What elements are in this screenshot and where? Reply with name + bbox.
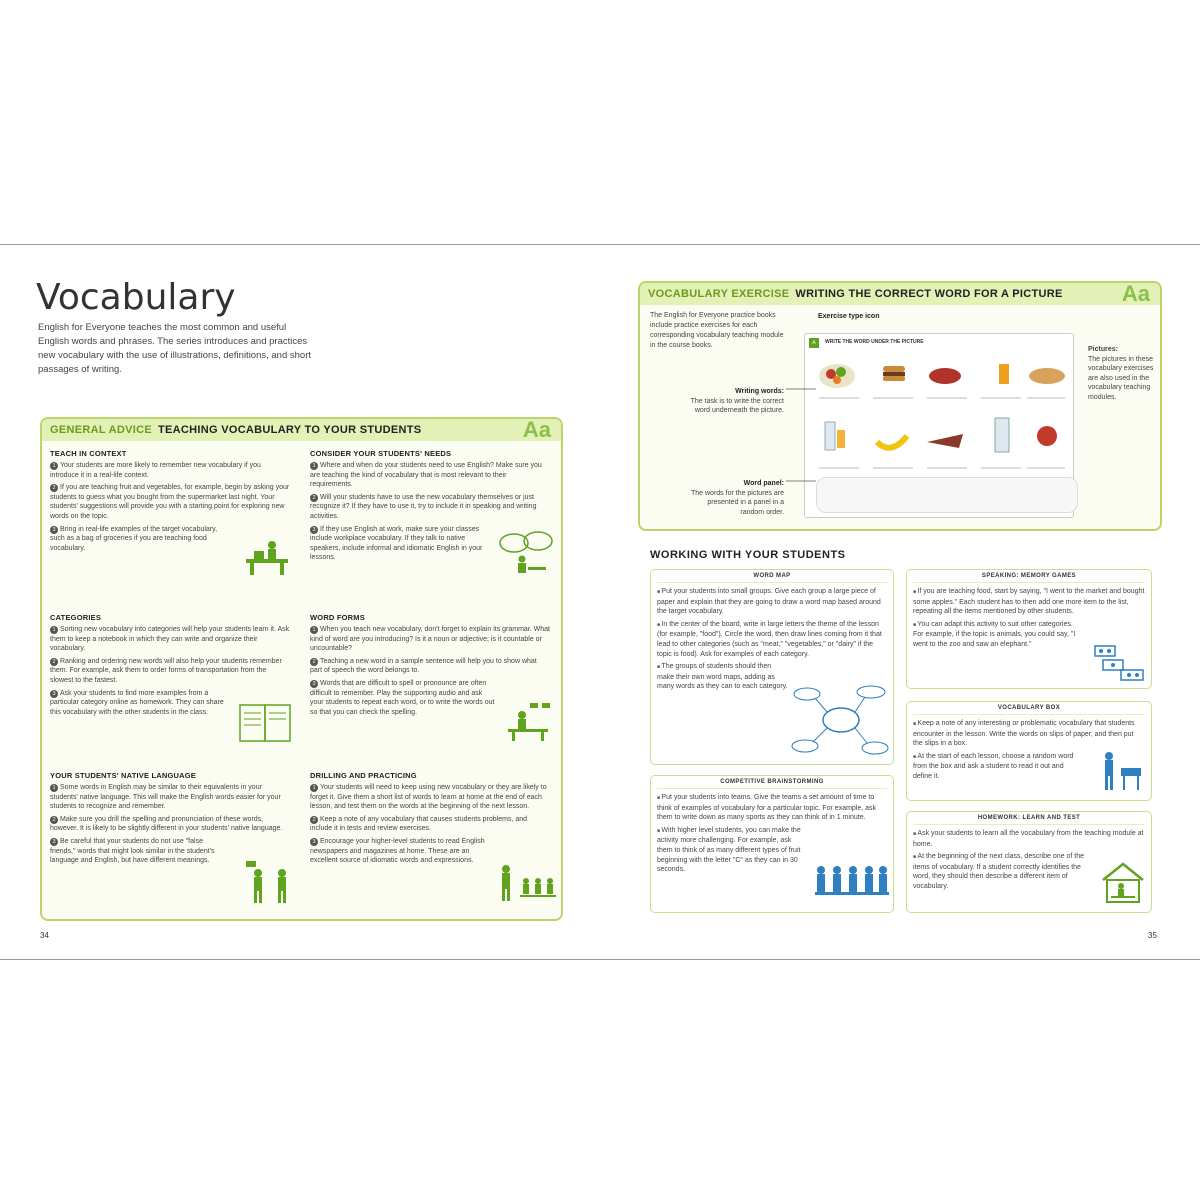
advice-item: 1 Where and when do your students need to use English? Make sure you are teaching the kind of vocabulary that is most relevant to their requirements. xyxy=(310,462,542,489)
vocabulary-exercise-panel xyxy=(638,281,1162,531)
general-advice-panel xyxy=(40,417,563,921)
box-item: ■ If you are teaching food, start by saying, "I went to the market and bought some apples." Each student has to then add one more item to the list, repeating all the items mentioned by other students. xyxy=(913,587,1145,617)
panel-title: WRITING THE CORRECT WORD FOR A PICTURE xyxy=(795,288,1063,300)
word-panel-label: Word panel: The words for the pictures are presented in a panel in a random order. xyxy=(691,480,784,516)
right-page xyxy=(600,245,1200,961)
section-title: DRILLING AND PRACTICING xyxy=(310,771,417,780)
box-title: SPEAKING: MEMORY GAMES xyxy=(913,570,1145,583)
panel-header xyxy=(640,283,1160,305)
left-page xyxy=(0,245,600,961)
panel-header xyxy=(42,419,561,441)
word-map-box xyxy=(650,569,894,765)
advice-item: 2 If you are teaching fruit and vegetables, for example, begin by asking your students to guess what you bought from the supermarket last night. Your students' suggestions will provide you with a starting point for exploring new words on the topic. xyxy=(50,484,290,520)
exercise-heading: WRITE THE WORD UNDER THE PICTURE xyxy=(825,339,924,345)
page-number: 35 xyxy=(1148,931,1157,940)
advice-item: 3 Ask your students to find more examples from a particular category online as homework. They can share this vocabulary with the other students in the class. xyxy=(50,689,224,716)
person-box-icon xyxy=(1099,750,1145,796)
word-map-icon xyxy=(791,680,891,760)
teacher-class-icon xyxy=(498,861,556,905)
aa-icon: Aa xyxy=(1121,281,1150,306)
panel-kicker: VOCABULARY EXERCISE xyxy=(648,288,790,300)
section-title: CONSIDER YOUR STUDENTS' NEEDS xyxy=(310,449,452,458)
box-item: ■ With higher level students, you can make the activity more challenging. For example, ask them to think of as many different types of fruit beginning with the letter "C" as they can in 30 seconds. xyxy=(657,826,807,875)
section-native-language xyxy=(50,771,290,869)
house-study-icon xyxy=(1099,860,1147,906)
box-title: HOMEWORK: LEARN AND TEST xyxy=(913,812,1145,825)
writing-words-label: Writing words: The task is to write the correct word underneath the picture. xyxy=(690,388,784,414)
page-number: 34 xyxy=(40,931,49,940)
pictures-label: Pictures: The pictures in these vocabulary exercises are also used in the vocabulary teaching modules. xyxy=(1088,346,1154,401)
box-item: ■ Keep a note of any interesting or problematic vocabulary that students encounter in the lesson. Write the words on slips of paper, and then put the slips in a box. xyxy=(913,719,1145,749)
advice-item: 1 Your students will need to keep using new vocabulary or they are likely to forget it. Give them a short list of words to learn at home at the end of each lesson, and test them on the words at the beginning of the next lesson. xyxy=(310,784,547,811)
panel-title: TEACHING VOCABULARY TO YOUR STUDENTS xyxy=(158,424,422,436)
food-row-2 xyxy=(815,412,1065,474)
teacher-desk-icon xyxy=(242,537,292,577)
box-item: ■ You can adapt this activity to suit other categories. For example, if the topic is animals, you could say, "I went to the zoo and saw an elephant." xyxy=(913,620,1083,650)
section-drilling xyxy=(310,771,550,869)
advice-item: 2 Will your students have to use the new vocabulary themselves or just recognize it? If they have to use it, try to include it in speaking and writing activities. xyxy=(310,493,537,520)
team-huddle-icon xyxy=(811,862,891,906)
homework-box xyxy=(906,811,1152,913)
callout-lines xyxy=(786,387,816,487)
advice-item: 1 Some words in English may be similar to their equivalents in your students' native language. This will make the English words easier for your students to recognize and remember. xyxy=(50,784,281,811)
brainstorming-box xyxy=(650,775,894,913)
advice-item: 1 Sorting new vocabulary into categories will help your students learn it. Ask them to keep a notebook in which they can write and organize their vocabulary. xyxy=(50,626,290,653)
advice-item: 2 Teaching a new word in a sample sentence will help you to show what part of speech the word belongs to. xyxy=(310,657,537,675)
section-title: WORD FORMS xyxy=(310,613,365,622)
exercise-type-icon: A xyxy=(809,338,819,348)
box-item: ■ Put your students into teams. Give the teams a set amount of time to think of examples of vocabulary for a particular topic. For example, ask them to write down as many sports as they can think of in 1 minute. xyxy=(657,793,887,823)
section-title: TEACH IN CONTEXT xyxy=(50,449,127,458)
student-laptop-icon xyxy=(504,699,554,743)
advice-item: 3 If they use English at work, make sure your classes include workplace vocabulary. If they talk to native speakers, include informal and idiomatic English in your lessons. xyxy=(310,525,483,562)
aa-icon: Aa xyxy=(522,417,551,442)
advice-item: 2 Ranking and ordering new words will also help your students remember them. For example, ask them to order forms of transportation from the slowest to the fastest. xyxy=(50,657,282,684)
food-row-1 xyxy=(815,352,1065,404)
memory-games-box xyxy=(906,569,1152,689)
section-title: CATEGORIES xyxy=(50,613,102,622)
box-title: COMPETITIVE BRAINSTORMING xyxy=(657,776,887,789)
working-title: WORKING WITH YOUR STUDENTS xyxy=(650,549,846,561)
advice-item: 3 Encourage your higher-level students to read English newspapers and magazines at home. These are an excellent source of idiomatic words and expressions. xyxy=(310,837,485,865)
shopping-shelves-icon xyxy=(1093,640,1145,682)
exercise-type-label: Exercise type icon xyxy=(818,313,880,320)
box-item: ■ In the center of the board, write in large letters the theme of the lesson (for example, "food"). Circle the word, then draw lines coming from it that lead to other categories (such as "meat," "vegetables," or "dairy" if the topic is food). Ask for examples of each category. xyxy=(657,620,887,659)
book-spread xyxy=(0,244,1200,960)
exercise-intro: The English for Everyone practice books include practice exercises for each corresponding vocabulary teaching module in the course books. xyxy=(650,312,784,349)
speech-bubble-people-icon xyxy=(498,531,554,577)
word-panel-box xyxy=(816,477,1078,513)
box-item: ■ At the beginning of the next class, describe one of the items of vocabulary. If a student correctly identifies the word, they should then describe a different item of vocabulary. xyxy=(913,852,1091,891)
advice-item: 1 Your students are more likely to remember new vocabulary if you introduce it in a real-life context. xyxy=(50,462,261,479)
box-item: ■ The groups of students should then make their own word maps, adding as many words as they can to each category. xyxy=(657,662,789,692)
advice-item: 2 Keep a note of any vocabulary that causes students problems, and include it in tests and review exercises. xyxy=(310,815,528,833)
two-people-talking-icon xyxy=(242,859,298,905)
intro-text: English for Everyone teaches the most common and useful English words and phrases. The series introduces and practices new vocabulary with the use of illustrations, definitions, and short passages of writing. xyxy=(38,322,312,375)
box-item: ■ At the start of each lesson, choose a random word from the box and ask a student to read it out and define it. xyxy=(913,752,1083,782)
vocabulary-box xyxy=(906,701,1152,801)
notebook-icon xyxy=(238,701,294,745)
box-item: ■ Put your students into small groups. Give each group a large piece of paper and explain that they are going to draw a word map based around the target vocabulary. xyxy=(657,587,887,617)
advice-item: 1 When you teach new vocabulary, don't forget to explain its grammar. What kind of word are you introducing? Is it a noun or adjective; is it countable or uncountable? xyxy=(310,626,550,653)
advice-item: 3 Be careful that your students do not use "false friends," words that might look similar in the student's language and English, but have different meanings. xyxy=(50,837,215,865)
box-title: VOCABULARY BOX xyxy=(913,702,1145,715)
advice-item: 2 Make sure you drill the spelling and pronunciation of these words, however. It is likely to be slightly different in your students' native language. xyxy=(50,815,283,833)
box-item: ■ Ask your students to learn all the vocabulary from the teaching module at home. xyxy=(913,829,1145,849)
section-title: YOUR STUDENTS' NATIVE LANGUAGE xyxy=(50,771,196,780)
box-title: WORD MAP xyxy=(657,570,887,583)
advice-item: 3 Words that are difficult to spell or pronounce are often difficult to remember. Play the supporting audio and ask your students to repeat each word, or to write the words out so that you can check the spelling. xyxy=(310,679,495,716)
panel-kicker: GENERAL ADVICE xyxy=(50,424,152,436)
page-title: Vocabulary xyxy=(36,277,236,318)
advice-item: 3 Bring in real-life examples of the target vocabulary, such as a bag of groceries if you are teaching food vocabulary. xyxy=(50,525,218,552)
